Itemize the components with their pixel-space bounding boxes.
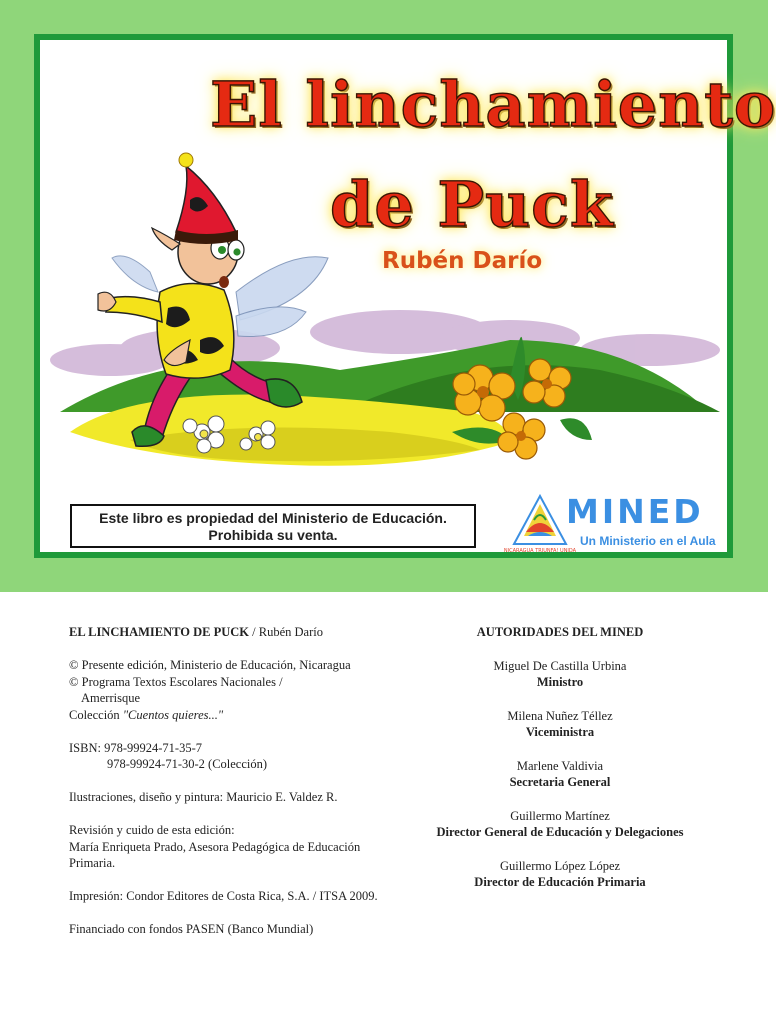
authority-name: Miguel De Castilla Urbina [493,658,627,673]
illustrations-credit: Ilustraciones, diseño y pintura: Mauricio E. Valdez R. [69,790,338,804]
emblem-text: NICARAGUA TRIUNFA! UNIDA [503,548,577,554]
cover-title-line-1: El linchamiento [210,68,776,141]
collection-name: "Cuentos quieres..." [122,707,224,722]
mined-tagline: Un Ministerio en el Aula [580,534,716,548]
mined-logo [504,486,730,558]
authority-entry [412,808,708,841]
isbn-line-1: ISBN: 978-99924-71-35-7 [69,740,202,755]
authority-entry [412,858,708,891]
authority-name: Guillermo López López [499,858,621,873]
colophon-title-line [69,624,419,641]
colophon-book-author: / Rubén Darío [249,625,323,639]
mined-emblem-icon [503,490,577,554]
authority-role: Director de Educación Primaria [474,875,646,889]
revision-line-2: María Enriqueta Prado, Asesora Pedagógica de Educación [69,839,361,854]
authority-role: Secretaria General [509,775,611,789]
authorities-list [412,624,708,908]
authority-name: Marlene Valdivia [516,758,604,773]
colophon [69,624,419,938]
authority-role: Ministro [536,675,584,689]
authority-entry [412,758,708,791]
edition-line-2: © Programa Textos Escolares Nacionales / [69,674,283,689]
isbn-line-2: 978-99924-71-30-2 (Colección) [107,757,268,771]
ownership-notice [70,504,476,548]
authority-entry [412,708,708,741]
cover-title-line-2: de Puck [330,168,614,241]
collection-label: Colección [69,707,123,722]
revision-line-1: Revisión y cuido de esta edición: [69,823,235,837]
mined-wordmark: MINED [566,492,704,531]
ownership-line-1: Este libro es propiedad del Ministerio de Educación. [99,510,447,526]
funding-credit: Financiado con fondos PASEN (Banco Mundial) [69,922,314,936]
authority-role: Viceministra [525,725,595,739]
authority-name: Milena Nuñez Téllez [507,708,613,723]
collection-line [69,707,419,724]
authority-entry [412,658,708,691]
revision-line-3: Primaria. [69,856,116,870]
printing-credit: Impresión: Condor Editores de Costa Rica, S.A. / ITSA 2009. [69,889,378,903]
edition-line-2b: Amerrisque [81,691,141,705]
ownership-line-2: Prohibida su venta. [208,527,338,543]
authority-name: Guillermo Martínez [510,808,610,823]
authority-role: Director General de Educación y Delegaciones [436,825,684,839]
colophon-book-title: EL LINCHAMIENTO DE PUCK [69,625,250,639]
book-cover [34,34,776,558]
cover-author: Rubén Darío [382,248,543,274]
authorities-title: AUTORIDADES DEL MINED [476,625,644,639]
edition-line-1: © Presente edición, Ministerio de Educación, Nicaragua [69,658,351,672]
